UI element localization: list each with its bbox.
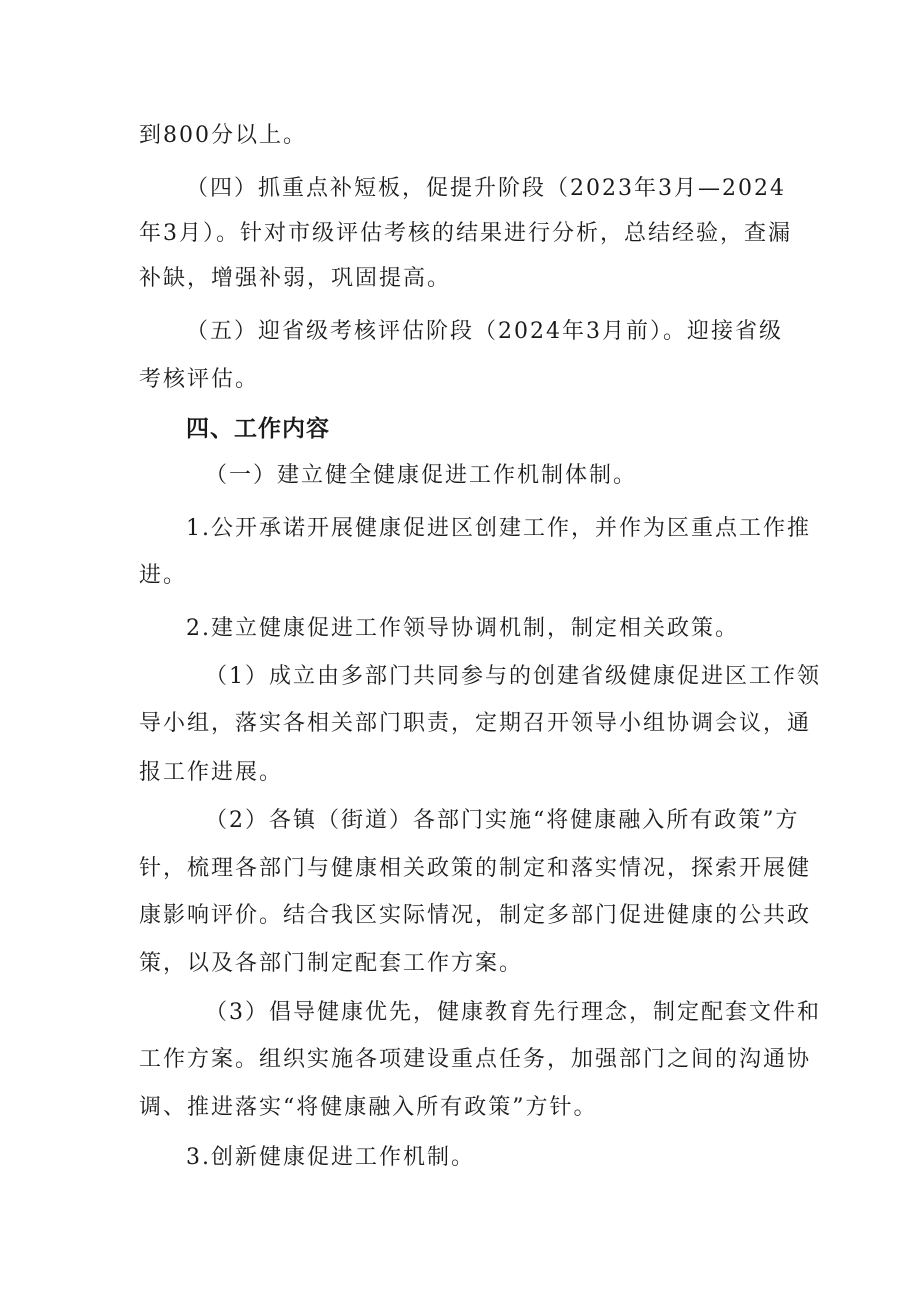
text-line: 导小组，落实各相关部门职责，定期召开领导小组协调会议，通 xyxy=(139,711,812,736)
text-line: 到800分以上。 xyxy=(139,123,307,148)
text-line: （五）迎省级考核评估阶段（2024年3月前）。迎接省级 xyxy=(186,319,783,344)
text-line: 进。 xyxy=(139,563,188,588)
text-line: （2）各镇（街道）各部门实施“将健康融入所有政策”方 xyxy=(205,808,800,833)
text-line: 针，梳理各部门与健康相关政策的制定和落实情况，探索开展健 xyxy=(139,856,812,881)
text-line: 年3月）。针对市级评估考核的结果进行分析，总结经验，查漏 xyxy=(139,221,792,246)
text-line: 报工作进展。 xyxy=(139,760,284,785)
text-line: 补缺，增强补弱，巩固提高。 xyxy=(139,266,452,291)
text-line: （3）倡导健康优先，健康教育先行理念，制定配套文件和 xyxy=(205,1000,821,1025)
text-line: 策，以及各部门制定配套工作方案。 xyxy=(139,951,524,976)
text-line: （1）成立由多部门共同参与的创建省级健康促进区工作领 xyxy=(205,664,821,689)
text-line: 2.建立健康促进工作领导协调机制，制定相关政策。 xyxy=(186,616,739,641)
text-line: 调、推进落实“将健康融入所有政策”方针。 xyxy=(139,1095,598,1120)
text-line: （一）建立健全健康促进工作机制体制。 xyxy=(205,463,638,488)
text-line: 1.公开承诺开展健康促进区创建工作，并作为区重点工作推 xyxy=(186,516,811,541)
text-line: 考核评估。 xyxy=(139,367,260,392)
section-heading: 四、工作内容 xyxy=(186,416,330,442)
text-line: （四）抓重点补短板，促提升阶段（2023年3月—2024 xyxy=(186,176,786,201)
text-line: 3.创新健康促进工作机制。 xyxy=(186,1145,475,1170)
text-line: 工作方案。组织实施各项建设重点任务，加强部门之间的沟通协 xyxy=(139,1047,812,1072)
text-line: 康影响评价。结合我区实际情况，制定多部门促进健康的公共政 xyxy=(139,903,812,928)
